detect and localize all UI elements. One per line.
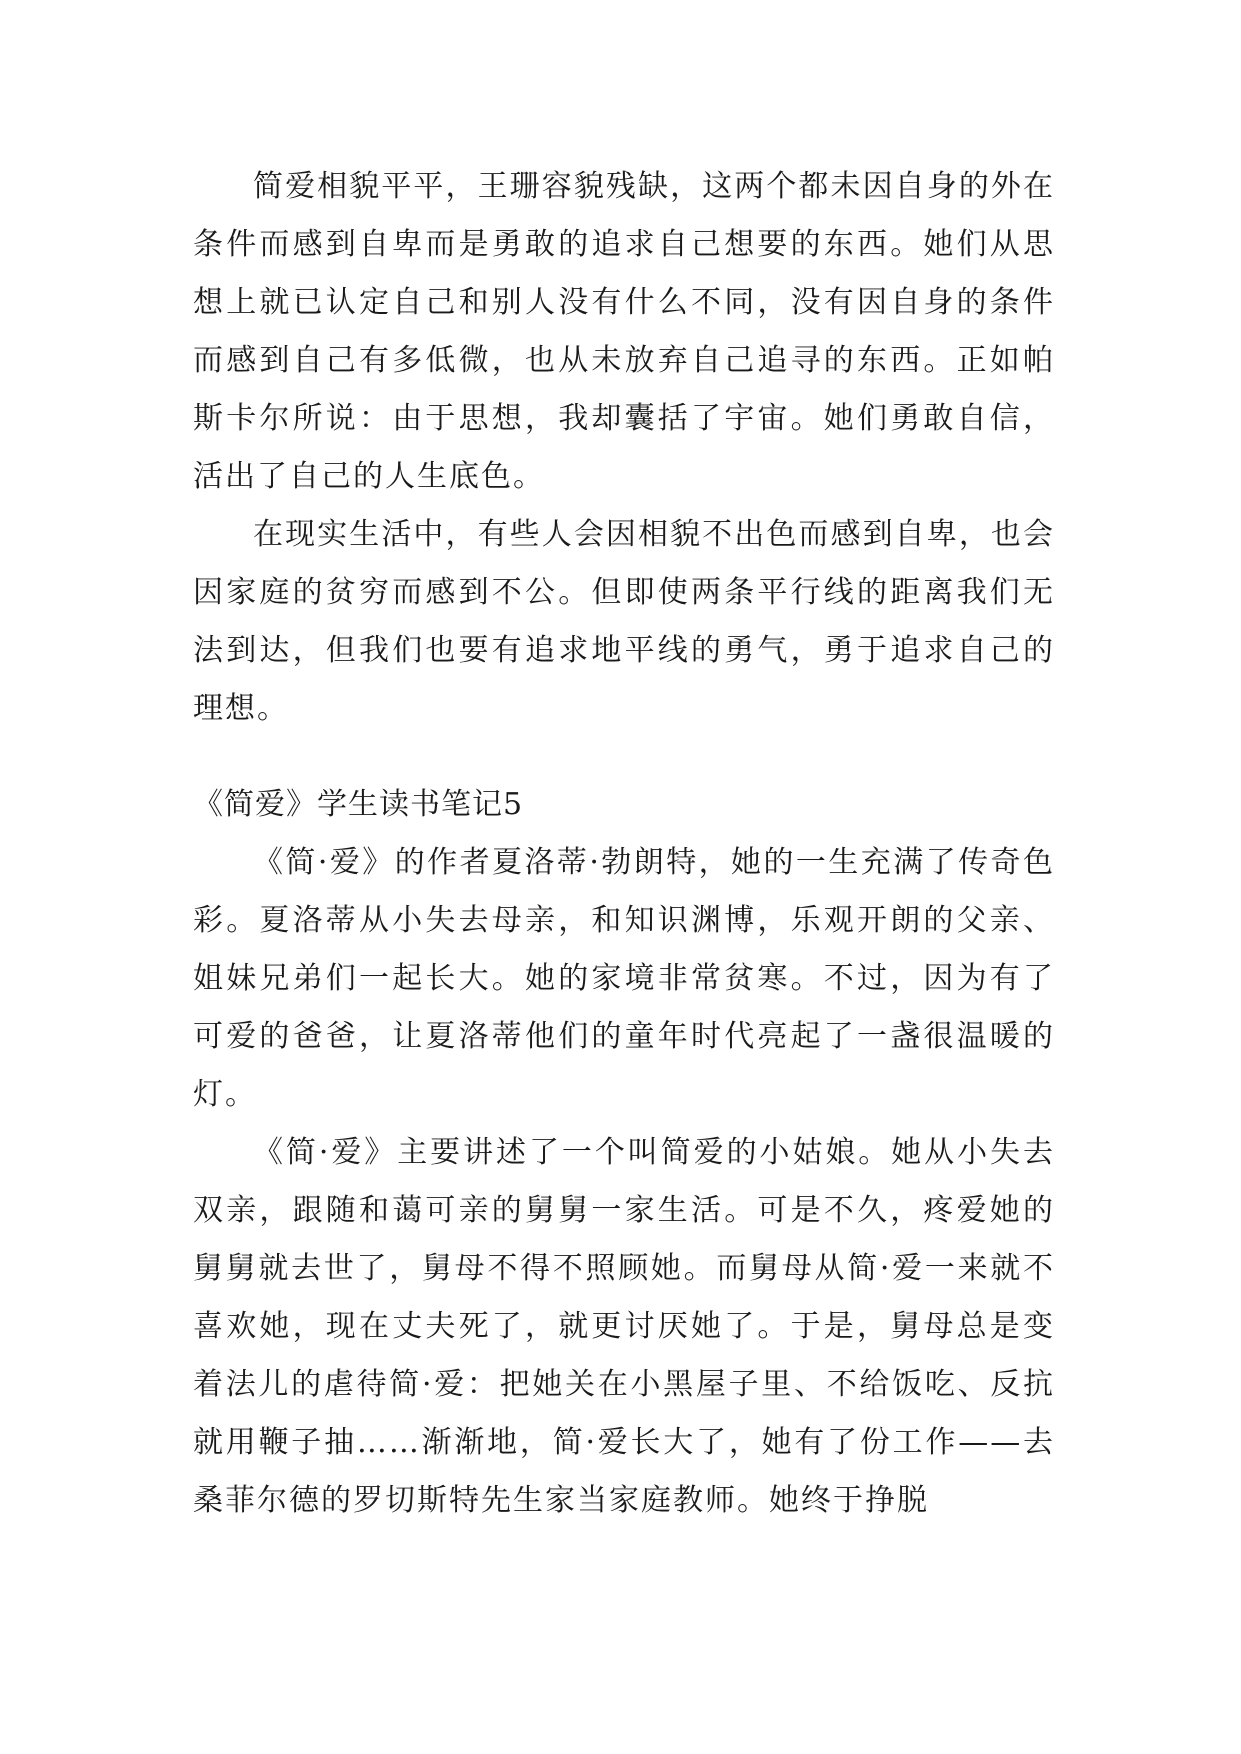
previous-note-section: [193, 158, 1055, 738]
body-paragraph: 《简·爱》主要讲述了一个叫简爱的小姑娘。她从小失去双亲，跟随和蔼可亲的舅舅一家生活。可是不久，疼爱她的舅舅就去世了，舅母不得不照顾她。而舅母从简·爱一来就不喜欢她，现在丈夫死了，就更讨厌她了。于是，舅母总是变着法儿的虐待简·爱：把她关在小黑屋子里、不给饭吃、反抗就用鞭子抽……渐渐地，简·爱长大了，她有了份工作——去桑菲尔德的罗切斯特先生家当家庭教师。她终于挣脱: [193, 1135, 1055, 1518]
reading-note-5-section: [193, 776, 1055, 1530]
section-title: 《简爱》学生读书笔记5: [193, 787, 524, 822]
body-paragraph: 《简·爱》的作者夏洛蒂·勃朗特，她的一生充满了传奇色彩。夏洛蒂从小失去母亲，和知识渊博，乐观开朗的父亲、姐妹兄弟们一起长大。她的家境非常贫寒。不过，因为有了可爱的爸爸，让夏洛蒂他们的童年时代亮起了一盏很温暖的灯。: [193, 845, 1055, 1112]
body-paragraph: 简爱相貌平平，王珊容貌残缺，这两个都未因自身的外在条件而感到自卑而是勇敢的追求自己想要的东西。她们从思想上就已认定自己和别人没有什么不同，没有因自身的条件而感到自己有多低微，也从未放弃自己追寻的东西。正如帕斯卡尔所说：由于思想，我却囊括了宇宙。她们勇敢自信，活出了自己的人生底色。: [193, 169, 1055, 494]
body-paragraph: 在现实生活中，有些人会因相貌不出色而感到自卑，也会因家庭的贫穷而感到不公。但即使两条平行线的距离我们无法到达，但我们也要有追求地平线的勇气，勇于追求自己的理想。: [193, 517, 1055, 726]
